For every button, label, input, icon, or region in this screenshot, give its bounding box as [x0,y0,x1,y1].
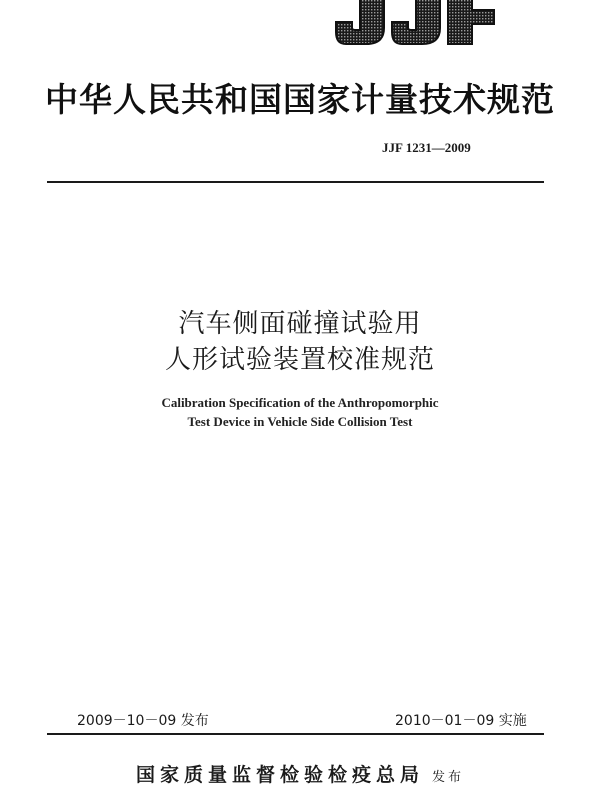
issuer [0,760,600,787]
title-cn-line1: 汽车侧面碰撞试验用 [178,309,422,339]
top-divider [47,181,544,183]
title-en-line2: Test Device in Vehicle Side Collision Test [187,414,413,429]
issuer-suffix: 发布 [432,770,465,785]
standard-code: JJF 1231—2009 [382,140,471,155]
title-cn-line2: 人形试验装置校准规范 [164,345,435,375]
country-title: 中华人民共和国国家计量技术规范 [45,80,555,119]
jjf-logo-mark [332,0,502,50]
bottom-divider [47,733,544,735]
issuer-name: 国家质量监督检验检疫总局 [135,764,424,786]
jjf-logo [332,0,502,50]
title-en-line1: Calibration Specification of the Anthropomorphic [161,395,439,410]
effective-date: 2010－01－09 实施 [395,713,527,729]
issue-date: 2009－10－09 发布 [77,713,209,729]
